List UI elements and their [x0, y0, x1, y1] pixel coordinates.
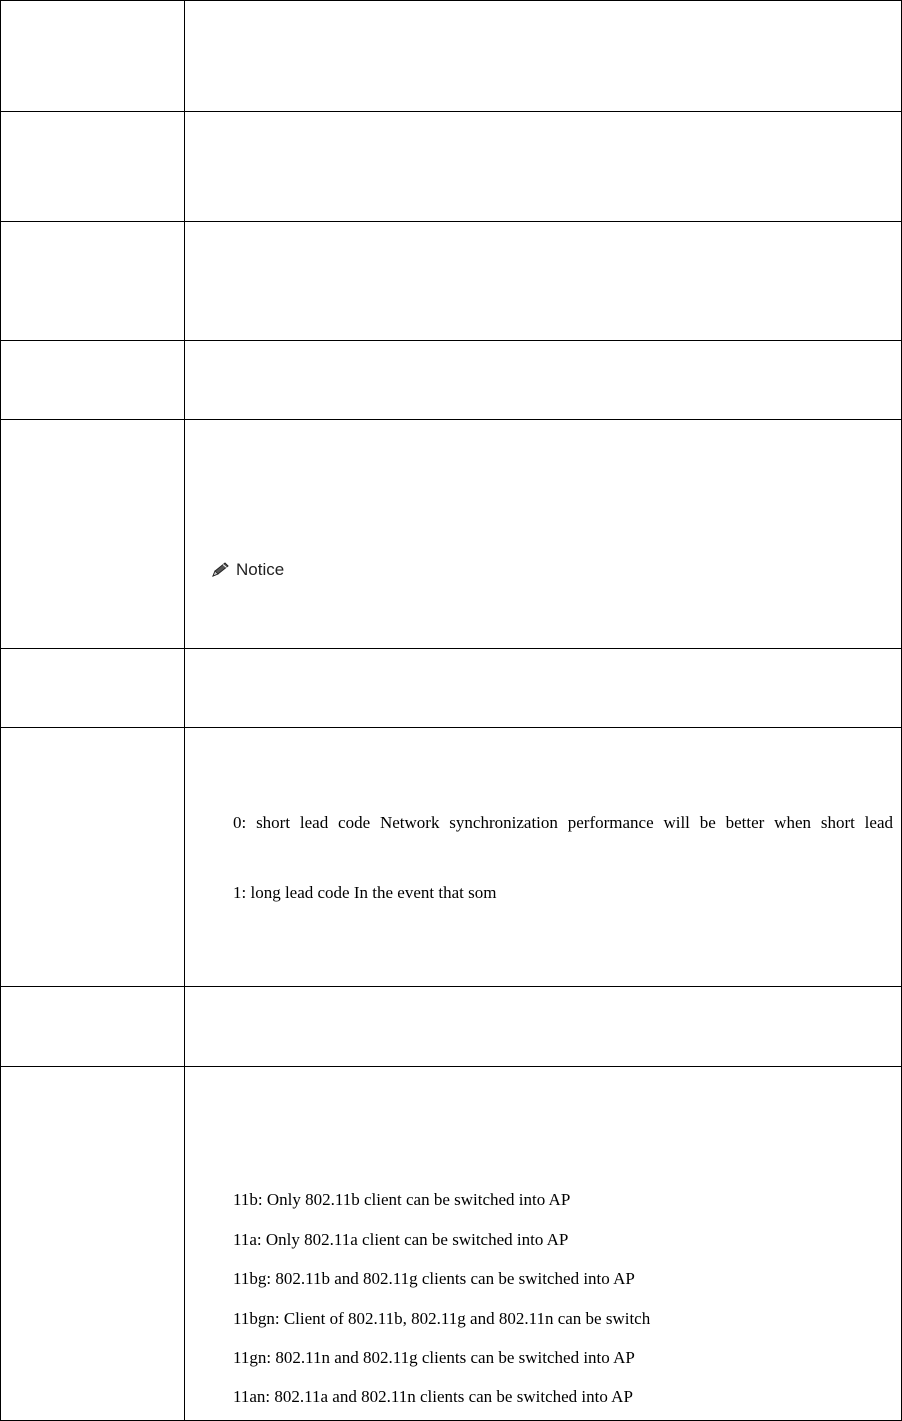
table-row [0, 340, 902, 419]
notice-label: Notice [236, 560, 285, 579]
notice-callout [210, 560, 284, 580]
mode-11bg-text: 11bg: 802.11b and 802.11g clients can be switched into AP [233, 1269, 635, 1288]
table-row [0, 727, 902, 986]
mode-11bgn-text: 11bgn: Client of 802.11b, 802.11g and 802.11n can be switch [233, 1309, 651, 1328]
mode-11an-text: 11an: 802.11a and 802.11n clients can be switched into AP [233, 1387, 633, 1406]
pencil-icon [210, 561, 232, 579]
table-row [0, 986, 902, 1066]
table-row [0, 221, 902, 340]
table-row [0, 111, 902, 221]
mode-11a-text: 11a: Only 802.11a client can be switched into AP [233, 1230, 569, 1249]
mode-11gn-text: 11gn: 802.11n and 802.11g clients can be switched into AP [233, 1348, 635, 1367]
table-row [0, 419, 902, 648]
short-lead-code-text: 0: short lead code Network synchronization performance will be better when short lead [233, 813, 893, 832]
table-row [0, 648, 902, 727]
mode-11b-text: 11b: Only 802.11b client can be switched into AP [233, 1190, 571, 1209]
long-lead-code-text: 1: long lead code In the event that som [233, 883, 497, 902]
table-row [0, 0, 902, 111]
